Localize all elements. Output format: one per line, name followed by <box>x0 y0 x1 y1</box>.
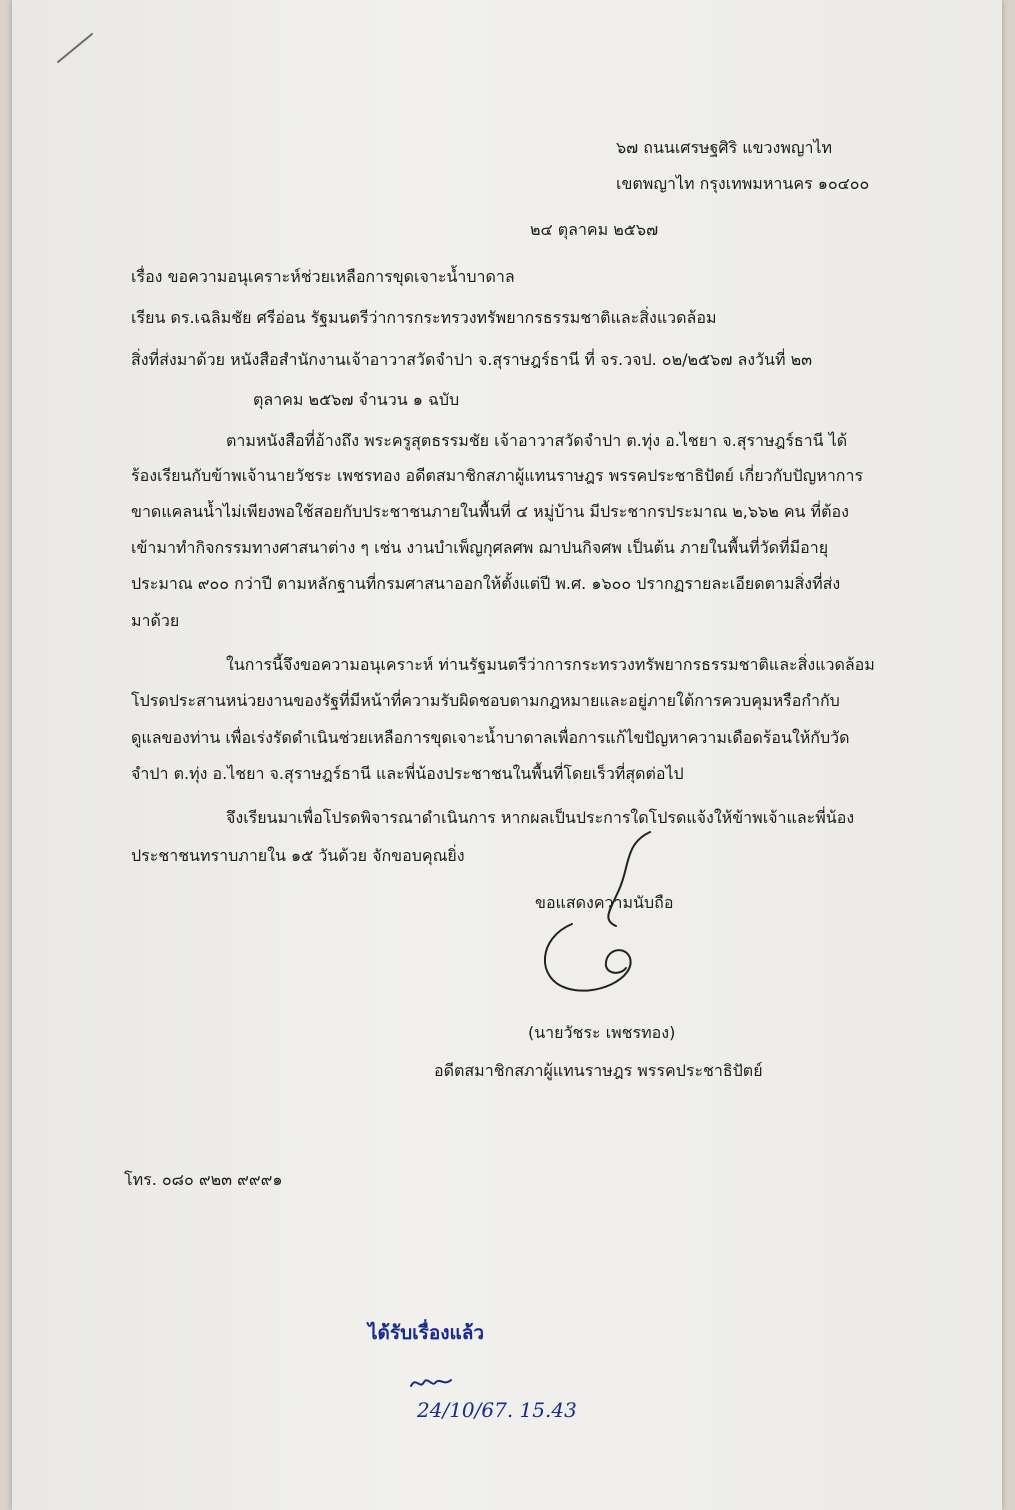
letter-date: ๒๔ ตุลาคม ๒๕๖๗ <box>530 220 659 239</box>
body-paragraph3-line: จึงเรียนมาเพื่อโปรดพิจารณาดำเนินการ หากผลเป็นประการใดโปรดแจ้งให้ข้าพเจ้าและพี่น้อง <box>226 808 855 827</box>
body-paragraph1-line: เข้ามาทำกิจกรรมทางศาสนาต่าง ๆ เช่น งานบำเพ็ญกุศลศพ ฌาปนกิจศพ เป็นต้น ภายในพื้นที่วัดที่มีอายุ <box>131 538 829 557</box>
body-paragraph1-line: ร้องเรียนกับข้าพเจ้านายวัชระ เพชรทอง อดีตสมาชิกสภาผู้แทนราษฎร พรรคประชาธิปัตย์ เกี่ยวกับปัญหาการ <box>131 466 864 485</box>
signatory-position: อดีตสมาชิกสภาผู้แทนราษฎร พรรคประชาธิปัตย์ <box>434 1061 763 1080</box>
enclosure-line2: ตุลาคม ๒๕๖๗ จำนวน ๑ ฉบับ <box>253 390 460 409</box>
enclosure-line1: สิ่งที่ส่งมาด้วย หนังสือสำนักงานเจ้าอาวาสวัดจำปา จ.สุราษฎร์ธานี ที่ จร.วจป. ๐๒/๒๕๖๗ ลงวันที่ ๒๓ <box>131 350 813 369</box>
receipt-datetime: 24/10/67. 15.43 <box>417 1398 577 1422</box>
sender-address-line1: ๖๗ ถนนเศรษฐศิริ แขวงพญาไท <box>616 138 833 157</box>
telephone-number: โทร. ๐๘๐ ๙๒๓ ๙๙๙๑ <box>124 1170 283 1189</box>
body-paragraph2-line: จำปา ต.ทุ่ง อ.ไชยา จ.สุราษฎร์ธานี และพี่น้องประชาชนในพื้นที่โดยเร็วที่สุดต่อไป <box>131 764 684 783</box>
receipt-note: ได้รับเรื่องแล้ว <box>368 1322 485 1344</box>
handwritten-initials-icon <box>408 1370 454 1394</box>
signatory-name: (นายวัชระ เพชรทอง) <box>528 1023 676 1042</box>
body-paragraph1-line: ขาดแคลนน้ำไม่เพียงพอใช้สอยกับประชาชนภายในพื้นที่ ๔ หมู่บ้าน มีประชากรประมาณ ๒,๖๖๒ คน ที่ต้อง <box>131 502 849 521</box>
recipient-line: เรียน ดร.เฉลิมชัย ศรีอ่อน รัฐมนตรีว่าการกระทรวงทรัพยากรธรรมชาติและสิ่งแวดล้อม <box>131 308 717 327</box>
body-paragraph1-line: มาด้วย <box>131 611 180 630</box>
sender-address-line2: เขตพญาไท กรุงเทพมหานคร ๑๐๔๐๐ <box>616 174 870 193</box>
subject-line: เรื่อง ขอความอนุเคราะห์ช่วยเหลือการขุดเจาะน้ำบาดาล <box>131 267 515 286</box>
body-paragraph2-line: ในการนี้จึงขอความอนุเคราะห์ ท่านรัฐมนตรีว่าการกระทรวงทรัพยากรธรรมชาติและสิ่งแวดล้อม <box>226 655 875 674</box>
letter-page <box>12 0 1002 1510</box>
body-paragraph3-line: ประชาชนทราบภายใน ๑๕ วันด้วย จักขอบคุณยิ่ง <box>131 846 465 865</box>
closing-salutation: ขอแสดงความนับถือ <box>535 893 674 912</box>
body-paragraph2-line: ดูแลของท่าน เพื่อเร่งรัดดำเนินช่วยเหลือการขุดเจาะน้ำบาดาลเพื่อการแก้ไขปัญหาความเดือดร้อนให้กับวัด <box>131 728 850 747</box>
handwritten-signature-icon <box>532 828 672 998</box>
body-paragraph1-line: ตามหนังสือที่อ้างถึง พระครูสุตธรรมชัย เจ้าอาวาสวัดจำปา ต.ทุ่ง อ.ไชยา จ.สุราษฎร์ธานี ได้ <box>226 431 848 450</box>
pen-stroke-mark-icon <box>56 30 96 66</box>
body-paragraph1-line: ประมาณ ๙๐๐ กว่าปี ตามหลักฐานที่กรมศาสนาออกให้ตั้งแต่ปี พ.ศ. ๑๖๐๐ ปรากฏรายละเอียดตามสิ่งที่ส่ง <box>131 574 841 593</box>
body-paragraph2-line: โปรดประสานหน่วยงานของรัฐที่มีหน้าที่ความรับผิดชอบตามกฎหมายและอยู่ภายใต้การควบคุมหรือกำกับ <box>131 691 840 710</box>
